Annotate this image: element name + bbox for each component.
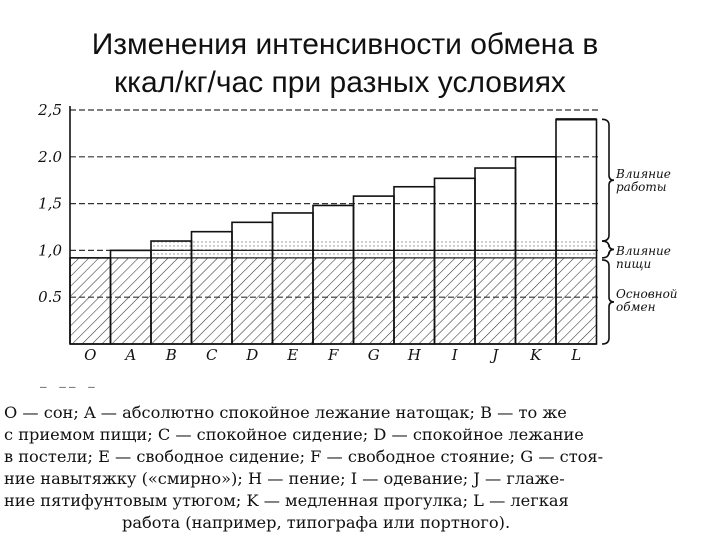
food-effect-band bbox=[151, 241, 597, 258]
side-annotation-label: Влияние bbox=[616, 244, 671, 258]
y-tick-label: 1,0 bbox=[38, 241, 62, 260]
x-axis bbox=[70, 344, 597, 364]
chart-title-line-2: ккал/кг/час при разных условиях bbox=[114, 66, 566, 99]
x-tick-label: C bbox=[206, 346, 218, 364]
legend-line: ние пятифунтовым утюгом; K — медленная прогулка; L — легкая bbox=[4, 491, 569, 510]
x-tick-label: I bbox=[451, 346, 458, 364]
x-tick-label: O bbox=[84, 346, 97, 364]
y-axis bbox=[37, 101, 70, 344]
brace bbox=[602, 119, 614, 241]
x-tick-label: D bbox=[246, 346, 259, 364]
chart-title-line-1: Изменения интенсивности обмена в bbox=[91, 28, 599, 61]
side-annotation-label: обмен bbox=[616, 300, 656, 314]
x-tick-label: F bbox=[328, 346, 339, 364]
x-tick-label: H bbox=[407, 346, 421, 364]
base-metabolism-area bbox=[70, 241, 597, 344]
side-annotation-label: Основной bbox=[616, 287, 678, 301]
legend-text bbox=[4, 402, 716, 534]
y-tick-label: 2,5 bbox=[38, 101, 62, 119]
x-tick-label: E bbox=[287, 346, 299, 364]
x-tick-label: K bbox=[530, 346, 542, 364]
y-tick-label: 0.5 bbox=[38, 288, 62, 307]
brace bbox=[602, 241, 614, 258]
legend-line: O — сон; A — абсолютно спокойное лежание натощак; B — то же bbox=[4, 403, 567, 422]
x-tick-label: A bbox=[125, 346, 137, 364]
x-tick-label: J bbox=[492, 346, 499, 364]
side-annotation-label: пищи bbox=[616, 257, 652, 271]
y-tick-label: 2.0 bbox=[38, 147, 62, 166]
scan-dashes-decoration: — —— — bbox=[40, 380, 98, 393]
side-annotation-label: Влияние bbox=[616, 167, 671, 181]
y-tick-label: 1,5 bbox=[38, 194, 62, 213]
legend-line: ние навытяжку («смирно»); H — пение; I — одевание; J — глаже- bbox=[4, 469, 565, 488]
x-tick-label: G bbox=[367, 346, 380, 364]
side-annotation-label: работы bbox=[616, 180, 667, 194]
x-tick-label: B bbox=[165, 346, 177, 364]
brace bbox=[602, 260, 614, 344]
legend-line: в постели; E — свободное сидение; F — свободное стояние; G — стоя- bbox=[4, 447, 604, 466]
side-annotations bbox=[602, 119, 678, 344]
legend-line: работа (например, типографа или портного). bbox=[122, 513, 511, 532]
x-tick-label: L bbox=[571, 346, 582, 364]
legend-line: с приемом пищи; C — спокойное сидение; D — спокойное лежание bbox=[4, 425, 584, 444]
base-metabolism-hatch bbox=[70, 258, 597, 344]
